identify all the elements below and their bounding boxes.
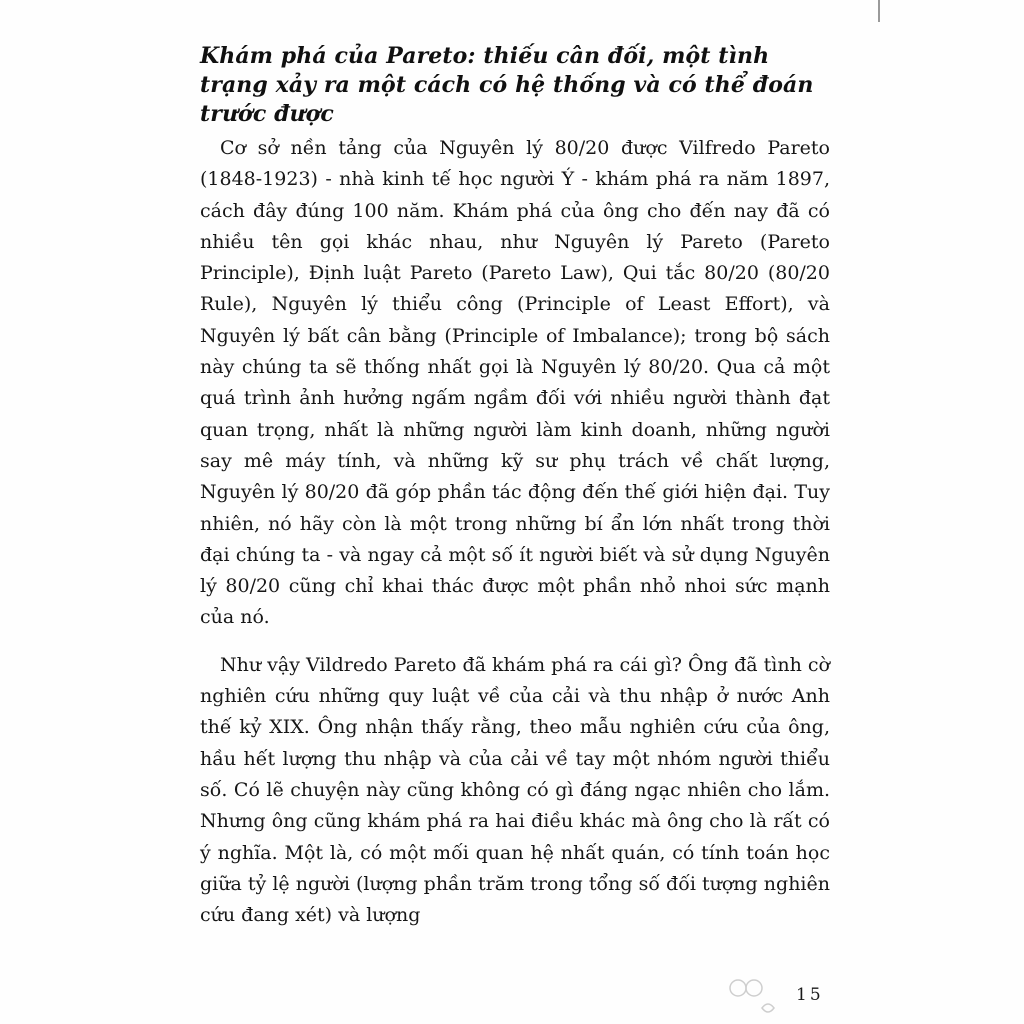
paragraph-1: Cơ sở nền tảng của Nguyên lý 80/20 được Vilfredo Pareto (1848-1923) - nhà kinh tế học người Ý - khám phá ra năm 1897, cách đây đúng 100 năm. Khám phá của ông cho đến nay đã có nhiều tên gọi khác nhau, như Nguyên lý Pareto (Pareto Principle), Định luật Pareto (Pareto Law), Qui tắc 80/20 (80/20 Rule), Nguyên lý thiểu công (Principle of Least Effort), và Nguyên lý bất cân bằng (Principle of Imbalance); trong bộ sách này chúng ta sẽ thống nhất gọi là Nguyên lý 80/20. Qua cả một quá trình ảnh hưởng ngấm ngầm đối với nhiều người thành đạt quan trọng, nhất là những người làm kinh doanh, những người say mê máy tính, và những kỹ sư phụ trách về chất lượng, Nguyên lý 80/20 đã góp phần tác động đến thế giới hiện đại. Tuy nhiên, nó hãy còn là một trong những bí ẩn lớn nhất trong thời đại chúng ta - và ngay cả một số ít người biết và sử dụng Nguyên lý 80/20 cũng chỉ khai thác được một phần nhỏ nhoi sức mạnh của nó. bbox=[200, 137, 830, 629]
text-block bbox=[200, 42, 830, 931]
paragraph-2: Như vậy Vildredo Pareto đã khám phá ra cái gì? Ông đã tình cờ nghiên cứu những quy luật về của cải và thu nhập ở nước Anh thế kỷ XIX. Ông nhận thấy rằng, theo mẫu nghiên cứu của ông, hầu hết lượng thu nhập và của cải về tay một nhóm người thiểu số. Có lẽ chuyện này cũng không có gì đáng ngạc nhiên cho lắm. Nhưng ông cũng khám phá ra hai điều khác mà ông cho là rất có ý nghĩa. Một là, có một mối quan hệ nhất quán, có tính toán học giữa tỷ lệ người (lượng phần trăm trong tổng số đối tượng nghiên cứu đang xét) và lượng bbox=[200, 653, 830, 927]
faint-stamp-mark bbox=[724, 974, 784, 1020]
page-edge-mark bbox=[878, 0, 880, 22]
page-number: 15 bbox=[796, 985, 824, 1005]
section-heading: Khám phá của Pareto: thiếu cân đối, một tình trạng xảy ra một cách có hệ thống và có thể đoán trước được bbox=[200, 43, 814, 127]
